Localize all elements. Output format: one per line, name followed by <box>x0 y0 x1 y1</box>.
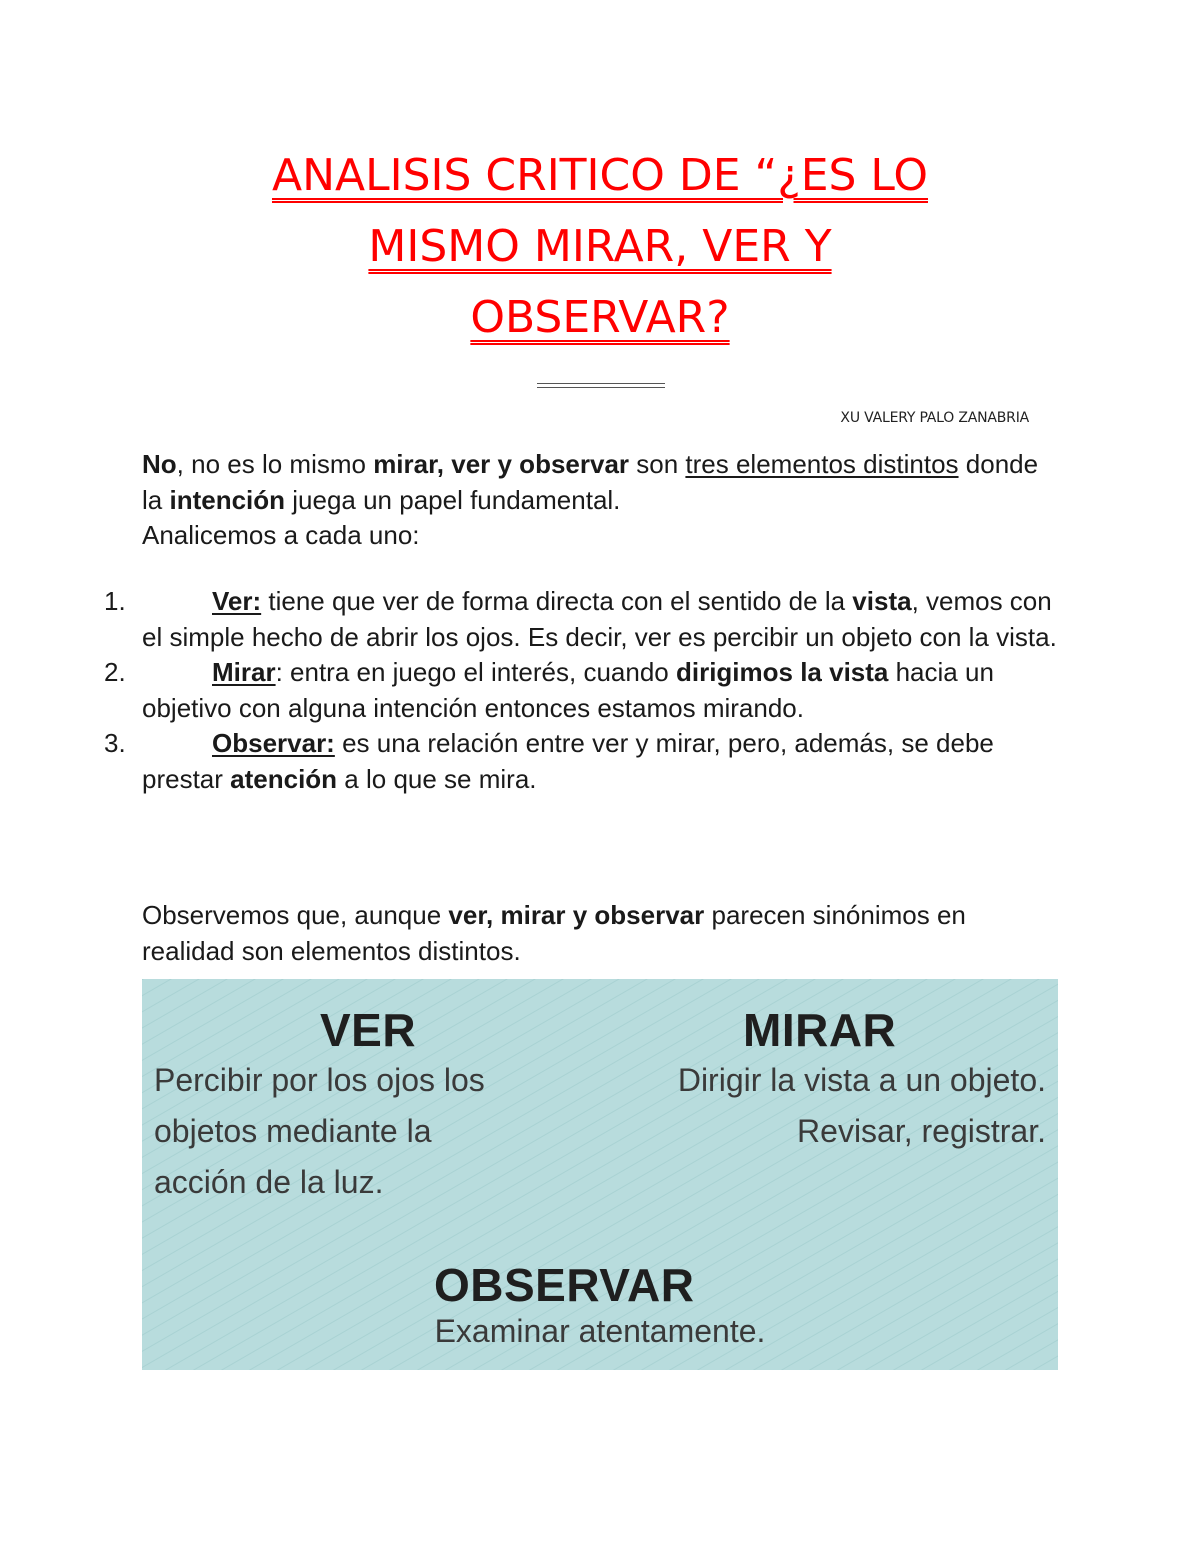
list-item-observar <box>104 726 1064 797</box>
closing-text-1: Observemos que, aunque <box>142 900 449 930</box>
list-number: 3. <box>104 728 126 758</box>
intro-text-2: son <box>629 449 686 479</box>
document-title <box>150 140 1050 353</box>
graphic-ver-line: acción de la luz. <box>154 1164 384 1200</box>
intro-text-3: donde la <box>142 449 1039 515</box>
list-number: 1. <box>104 586 126 616</box>
list-text: : entra en juego el interés, cuando <box>275 657 676 687</box>
list-bold: atención <box>230 763 338 794</box>
title-line-3: OBSERVAR? <box>470 292 730 343</box>
graphic-definition-observar <box>142 1306 1058 1357</box>
closing-key-terms: ver, mirar y observar <box>448 900 705 930</box>
graphic-ver-line: Percibir por los ojos los <box>154 1062 485 1098</box>
intro-text-4: juega un papel fundamental. <box>285 484 621 515</box>
intro-no: No <box>142 449 177 479</box>
title-line-2: MISMO MIRAR, VER Y <box>368 221 832 272</box>
intro-key-terms: mirar, ver y observar <box>373 449 630 479</box>
closing-text-2: parecen sinónimos en realidad son elementos distintos. <box>142 900 966 966</box>
list-text: , vemos con el simple hecho de abrir los ojos. Es decir, ver es percibir un objeto con la vista. <box>142 586 1057 652</box>
graphic-heading-mirar: MIRAR <box>743 1004 897 1056</box>
graphic-definition-mirar <box>586 1055 1046 1157</box>
graphic-mirar-line: Revisar, registrar. <box>797 1113 1046 1149</box>
list-bold: dirigimos la vista <box>675 657 889 687</box>
graphic-ver-line: objetos mediante la <box>154 1113 432 1149</box>
graphic-observar-line: Examinar atentamente. <box>434 1313 766 1349</box>
intro-distinct-elements: tres elementos distintos <box>685 449 959 479</box>
graphic-definition-ver <box>154 1055 594 1208</box>
title-divider <box>537 383 665 388</box>
list-item-mirar <box>104 655 1064 726</box>
term-observar: Observar: <box>212 728 335 758</box>
graphic-mirar-line: Dirigir la vista a un objeto. <box>677 1062 1046 1098</box>
list-text: a lo que se mira. <box>337 763 537 794</box>
graphic-heading-observar: OBSERVAR <box>434 1259 695 1311</box>
list-bold: vista <box>852 586 912 616</box>
author-name: XU VALERY PALO ZANABRIA <box>840 410 1029 426</box>
list-number: 2. <box>104 657 126 687</box>
graphic-heading-ver: VER <box>320 1004 417 1056</box>
definitions-graphic <box>142 979 1058 1370</box>
list-item-ver <box>104 584 1064 655</box>
list-text: tiene que ver de forma directa con el sentido de la <box>261 586 853 616</box>
intro-paragraph <box>142 447 1062 554</box>
term-mirar: Mirar <box>212 657 276 687</box>
closing-paragraph <box>142 898 1062 969</box>
intro-text-1: , no es lo mismo <box>176 449 374 479</box>
list-text: hacia un objetivo con alguna intención entonces estamos mirando. <box>142 657 994 723</box>
intro-intention: intención <box>169 484 286 515</box>
list-text: es una relación entre ver y mirar, pero, además, se debe prestar <box>142 728 994 794</box>
title-line-1: ANALISIS CRITICO DE “¿ES LO <box>271 150 928 201</box>
definitions-list <box>104 584 1064 797</box>
intro-analyze-line: Analicemos a cada uno: <box>142 520 420 550</box>
term-ver: Ver: <box>212 586 262 616</box>
